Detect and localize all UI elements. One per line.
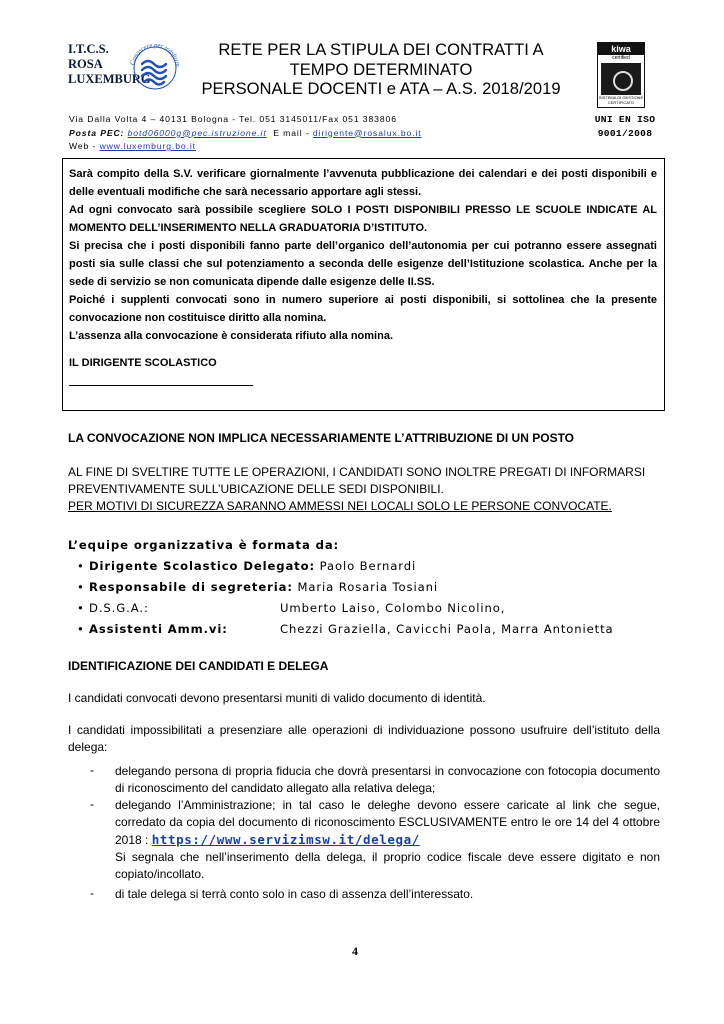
- kiwa-logo-icon: [597, 42, 645, 108]
- notice-text: [69, 165, 657, 345]
- delega-item-2-note: Si segnala che nell’inserimento della delega, il proprio codice fiscale deve essere digitato e non copiato/incollato.: [115, 850, 660, 881]
- equipe-list: [0, 556, 724, 640]
- delega-upload-link[interactable]: https://www.servizimsw.it/delega/: [151, 832, 420, 847]
- convocazione-heading: LA CONVOCAZIONE NON IMPLICA NECESSARIAMENTE L’ATTRIBUZIONE DI UN POSTO: [68, 431, 575, 445]
- fine-line-2: PREVENTIVAMENTE SULL’UBICAZIONE DELLE SEDI DISPONIBILI.: [68, 482, 444, 496]
- logo-line-rosa: ROSA: [68, 57, 103, 71]
- equipe-heading: L’equipe organizzativa è formata da:: [68, 538, 340, 552]
- fine-line-3: PER MOTIVI DI SICUREZZA SARANNO AMMESSI NEI LOCALI SOLO LE PERSONE CONVOCATE.: [68, 499, 612, 513]
- equipe-role: Responsabile di segreteria:: [89, 580, 293, 594]
- school-address: [69, 113, 422, 154]
- dash-bullet: -: [90, 763, 94, 777]
- svg-text:Conoscere per trasformare: Conoscere per trasform: [129, 41, 182, 68]
- iso-standard: [575, 113, 675, 141]
- dash-bullet: -: [90, 797, 94, 811]
- contact-line: [69, 127, 422, 141]
- web-label: Web -: [69, 141, 97, 151]
- title-line-1: RETE PER LA STIPULA DEI CONTRATTI A: [218, 40, 544, 59]
- equipe-name: Chezzi Graziella, Cavicchi Paola, Marra Antonietta: [280, 622, 614, 636]
- equipe-item: • D.S.G.A.: Umberto Laiso, Colombo Nicolino,: [77, 598, 677, 619]
- address-line: Via Dalla Volta 4 – 40131 Bologna - Tel. 051 3145011/Fax 051 383806: [69, 114, 397, 124]
- title-line-3: PERSONALE DOCENTI e ATA – A.S. 2018/2019: [201, 79, 561, 98]
- identificazione-heading: IDENTIFICAZIONE DEI CANDIDATI E DELEGA: [68, 659, 329, 673]
- delega-intro: I candidati impossibilitati a presenziare alle operazioni di individuazione possono usufruire dell’istituto della delega:: [68, 723, 660, 754]
- school-badge-icon: [126, 38, 184, 96]
- iso-line-2: 9001/2008: [597, 128, 653, 139]
- page-number: 4: [352, 944, 358, 958]
- website-link[interactable]: www.luxemburg.bo.it: [99, 141, 196, 151]
- notice-paragraph: Sarà compito della S.V. verificare giornalmente l’avvenuta pubblicazione dei calendari e dei posti disponibili e delle eventuali modifiche che sarà necessario apportare agli stessi.: [69, 168, 657, 198]
- logo-line-itcs: I.T.C.S.: [68, 42, 109, 56]
- notice-paragraph: Poiché i supplenti convocati sono in numero superiore ai posti disponibili, si sottolinea che la presente convocazione non costituisce diritto alla nomina.: [69, 294, 657, 324]
- dash-bullet: -: [90, 886, 94, 900]
- email-label: E mail -: [273, 127, 310, 138]
- school-logo: [68, 38, 188, 102]
- iso-line-1: UNI EN ISO: [594, 114, 656, 125]
- equipe-name: Paolo Bernardi: [319, 559, 417, 573]
- identificazione-text: I candidati convocati devono presentarsi muniti di valido documento di identità.: [68, 691, 486, 705]
- kiwa-brand: kiwa: [598, 43, 644, 55]
- kiwa-emblem-icon: [601, 63, 641, 95]
- equipe-role: Dirigente Scolastico Delegato:: [89, 559, 316, 573]
- signature-line: [69, 385, 253, 386]
- equipe-item: • Dirigente Scolastico Delegato: Paolo Bernardi: [77, 559, 417, 573]
- web-line: [69, 140, 422, 154]
- equipe-item: • Assistenti Amm.vi: Chezzi Graziella, Cavicchi Paola, Marra Antonietta: [77, 619, 677, 640]
- equipe-name: Umberto Laiso, Colombo Nicolino,: [280, 601, 506, 615]
- email-link[interactable]: dirigente@rosalux.bo.it: [312, 127, 422, 138]
- title-line-2: TEMPO DETERMINATO: [289, 59, 473, 79]
- notice-paragraph: Ad ogni convocato sarà possibile scegliere SOLO I POSTI DISPONIBILI PRESSO LE SCUOLE INDICATE AL MOMENTO DELL’INSERIMENTO NELLA GRADUATORIA D’ISTITUTO.: [69, 204, 657, 234]
- equipe-item: • Responsabile di segreteria: Maria Rosaria Tosiani: [77, 580, 438, 594]
- kiwa-certified: certified: [612, 55, 630, 61]
- equipe-role: D.S.G.A.:: [89, 601, 149, 615]
- signature-title: IL DIRIGENTE SCOLASTICO: [69, 357, 217, 369]
- delega-item-2-text: delegando l’Amministrazione; in tal caso le deleghe devono essere caricate al link che segue, corredato da copia del documento di riconoscimento ESCLUSIVAMENTE entro le ore 14 del 4 ottobre 2018 :: [115, 798, 660, 847]
- delega-item-3: di tale delega si terrà conto solo in caso di assenza dell’interessato.: [115, 887, 474, 901]
- notice-box: [62, 158, 665, 411]
- pec-email-link[interactable]: botd06000g@pec.istruzione.it: [127, 127, 267, 138]
- delega-item-2: [115, 797, 660, 883]
- notice-paragraph: Si precisa che i posti disponibili fanno parte dell’organico dell’autonomia per cui potranno essere assegnati posti sia sulle classi che sul potenziamento a seconda delle esigenze dell’Istituzione scolastica. Anche per la sede di servizio se non comunicata dipende dalle esigenze delle II.SS.: [69, 240, 657, 288]
- logo-line-luxemburg: LUXEMBURG: [68, 72, 151, 86]
- pec-label: Posta PEC:: [69, 127, 125, 138]
- delega-item-1: delegando persona di propria fiducia che dovrà presentarsi in convocazione con fotocopia documento di riconoscimento del candidato allegato alla relativa delega;: [115, 764, 660, 795]
- kiwa-certification-mark: [591, 42, 655, 110]
- document-title: [190, 40, 572, 99]
- kiwa-footer: SISTEMA DI GESTIONE CERTIFICATO: [598, 95, 644, 105]
- notice-paragraph: L’assenza alla convocazione è considerata rifiuto alla nomina.: [69, 330, 393, 342]
- fine-line-1: AL FINE DI SVELTIRE TUTTE LE OPERAZIONI, I CANDIDATI SONO INOLTRE PREGATI DI INFORMARSI: [68, 465, 646, 479]
- equipe-role: Assistenti Amm.vi:: [89, 622, 228, 636]
- equipe-name: Maria Rosaria Tosiani: [297, 580, 438, 594]
